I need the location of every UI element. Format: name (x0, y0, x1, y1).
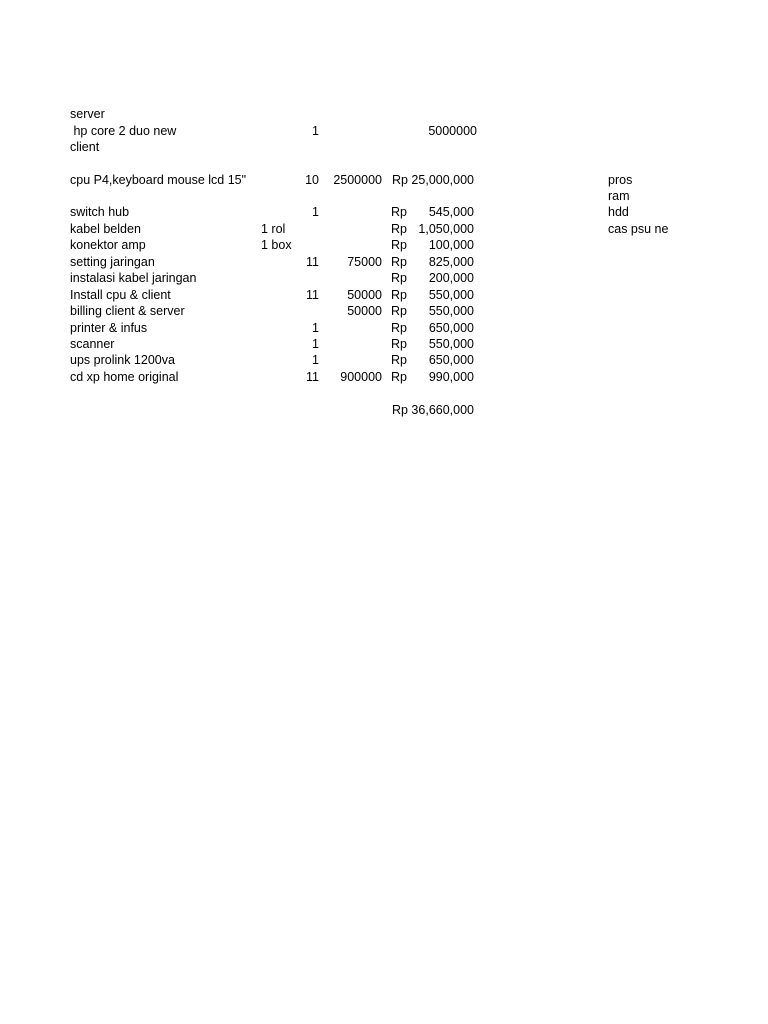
cell-item[interactable]: printer & infus (70, 321, 148, 335)
cell-amount[interactable]: 550,000 (428, 288, 474, 302)
cell-currency[interactable]: Rp (391, 222, 407, 236)
cell-amount[interactable]: 550,000 (428, 337, 474, 351)
cell-qty[interactable]: 1 (312, 205, 319, 219)
cell-note[interactable]: cas psu ne (608, 222, 669, 236)
cell-note[interactable]: hdd (608, 205, 629, 219)
cell-currency[interactable]: Rp (391, 321, 407, 335)
row-server-header (0, 106, 768, 122)
cell-currency[interactable]: Rp (391, 337, 407, 351)
cell-amount[interactable]: 990,000 (428, 370, 474, 384)
cell-qty[interactable]: 11 (306, 370, 319, 384)
cell-currency[interactable]: Rp (391, 205, 407, 219)
cell-price[interactable]: 50000 (347, 288, 382, 302)
cell-amount[interactable]: 650,000 (428, 353, 474, 367)
cell-item[interactable]: cd xp home original (70, 370, 179, 384)
row-cd-xp (0, 369, 768, 385)
cell-amount[interactable]: Rp 25,000,000 (391, 173, 474, 187)
cell-currency[interactable]: Rp (391, 271, 407, 285)
cell-item[interactable]: ups prolink 1200va (70, 353, 175, 367)
cell-currency[interactable]: Rp (391, 255, 407, 269)
cell-currency[interactable]: Rp (391, 238, 407, 252)
cell-item[interactable]: client (70, 140, 100, 154)
row-switch-hub (0, 204, 768, 220)
cell-amount[interactable]: 545,000 (428, 205, 474, 219)
cell-note[interactable]: pros (608, 173, 633, 187)
cell-qty[interactable]: 11 (306, 255, 319, 269)
row-setting-jaringan (0, 254, 768, 270)
cell-item[interactable]: server (70, 107, 105, 121)
cell-qty[interactable]: 1 (312, 337, 319, 351)
cell-amount[interactable]: 550,000 (428, 304, 474, 318)
cell-item[interactable]: billing client & server (70, 304, 185, 318)
cell-item[interactable]: hp core 2 duo new (70, 124, 177, 138)
row-ups (0, 352, 768, 368)
row-cpu (0, 172, 768, 188)
row-total (0, 402, 768, 418)
cell-amount[interactable]: 1,050,000 (418, 222, 474, 236)
cell-item[interactable]: konektor amp (70, 238, 146, 252)
row-scanner (0, 336, 768, 352)
cell-item[interactable]: switch hub (70, 205, 130, 219)
cell-currency[interactable]: Rp (391, 304, 407, 318)
cell-price[interactable]: 50000 (347, 304, 382, 318)
cell-item[interactable]: kabel belden (70, 222, 141, 236)
row-ram-note (0, 188, 768, 204)
cell-note[interactable]: ram (608, 189, 630, 203)
cell-price[interactable]: 75000 (347, 255, 382, 269)
row-billing (0, 303, 768, 319)
row-instalasi-kabel (0, 270, 768, 286)
row-hp-core (0, 123, 768, 139)
cell-item[interactable]: instalasi kabel jaringan (70, 271, 197, 285)
cell-amount[interactable]: 200,000 (428, 271, 474, 285)
cell-qty[interactable]: 1 (312, 124, 319, 138)
cell-price[interactable]: 2500000 (333, 173, 382, 187)
row-client-header (0, 139, 768, 155)
cell-item[interactable]: setting jaringan (70, 255, 155, 269)
cell-item[interactable]: cpu P4,keyboard mouse lcd 15" (70, 173, 247, 187)
row-kabel-belden (0, 221, 768, 237)
cell-amount[interactable]: 825,000 (428, 255, 474, 269)
cell-currency[interactable]: Rp (391, 370, 407, 384)
cell-amount[interactable]: 5000000 (428, 124, 477, 138)
cell-amount[interactable]: 650,000 (428, 321, 474, 335)
cell-unit[interactable]: 1 rol (261, 222, 286, 236)
cell-currency[interactable]: Rp (391, 288, 407, 302)
cell-item[interactable]: scanner (70, 337, 115, 351)
cell-currency[interactable]: Rp (391, 353, 407, 367)
cell-unit[interactable]: 1 box (261, 238, 292, 252)
cell-total[interactable]: Rp 36,660,000 (391, 403, 474, 417)
cell-price[interactable]: 900000 (340, 370, 382, 384)
row-install-cpu (0, 287, 768, 303)
cell-qty[interactable]: 1 (312, 321, 319, 335)
row-printer (0, 320, 768, 336)
cell-qty[interactable]: 10 (305, 173, 319, 187)
cell-amount[interactable]: 100,000 (428, 238, 474, 252)
cell-qty[interactable]: 1 (312, 353, 319, 367)
row-konektor-amp (0, 237, 768, 253)
cell-qty[interactable]: 11 (306, 288, 319, 302)
cell-item[interactable]: Install cpu & client (70, 288, 171, 302)
